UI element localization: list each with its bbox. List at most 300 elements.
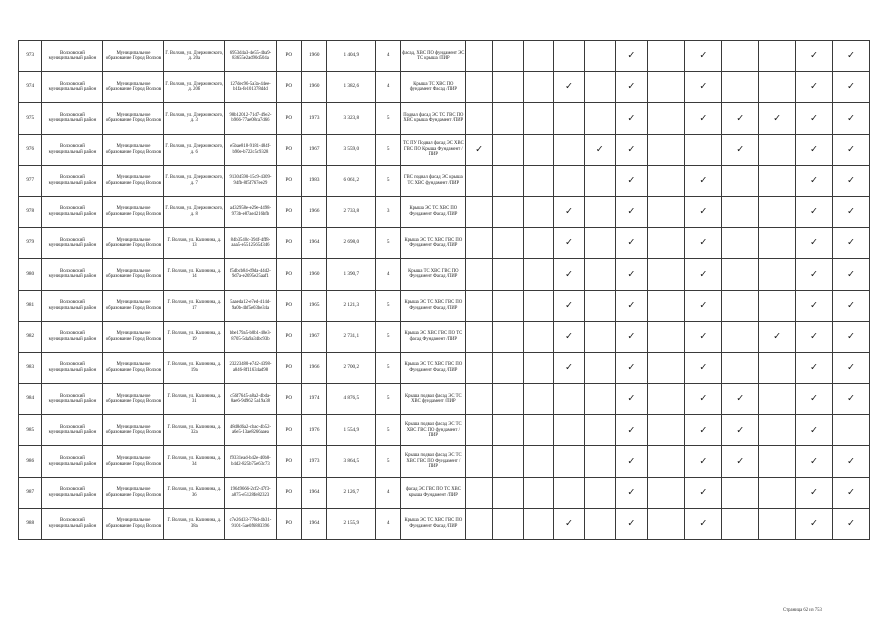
building-id-cell: 48d8d6a2-cbac-4b52-a6e5-13ae8266aaea xyxy=(225,415,276,446)
address-cell: Г. Волхов, ул. Дзержинского, д. 3 xyxy=(164,103,225,134)
work-mark-cell xyxy=(722,290,759,321)
work-mark-cell xyxy=(722,415,759,446)
municipality-cell: Муниципальное образование Город Волхов xyxy=(103,508,164,539)
code-cell: РО xyxy=(276,415,301,446)
table-row xyxy=(19,321,870,352)
checkmark-icon: ✓ xyxy=(627,112,636,124)
work-mark-cell xyxy=(685,228,722,259)
area-cell: 1 382,6 xyxy=(327,72,376,103)
building-id-cell: 127dec96-5a3a-44ee-b1fa-fe101378d4d xyxy=(225,72,276,103)
work-mark-cell xyxy=(759,196,796,227)
work-mark-cell xyxy=(647,196,685,227)
checkmark-icon: ✓ xyxy=(773,112,782,124)
address-cell: Г. Волхов, ул. Калинина, д. 19 xyxy=(164,321,225,352)
work-mark-cell xyxy=(615,103,647,134)
work-mark-cell xyxy=(523,384,554,415)
address-cell: Г. Волхов, ул. Калинина, д. 32а xyxy=(164,415,225,446)
checkmark-icon: ✓ xyxy=(627,268,636,280)
district-cell: Волховский муниципальный район xyxy=(42,384,103,415)
work-mark-cell xyxy=(615,352,647,383)
area-cell: 1 390,7 xyxy=(327,259,376,290)
checkmark-icon: ✓ xyxy=(846,268,855,280)
checkmark-icon: ✓ xyxy=(810,299,818,311)
work-mark-cell xyxy=(466,446,492,477)
work-mark-cell xyxy=(554,103,584,134)
code-cell: РО xyxy=(276,290,301,321)
municipality-cell: Муниципальное образование Город Волхов xyxy=(103,41,164,72)
checkmark-icon: ✓ xyxy=(810,206,818,218)
year-cell: 1964 xyxy=(302,228,327,259)
work-mark-cell xyxy=(832,352,869,383)
building-id-cell: c7e26433-778d-4b31-9101-5ae0f6883396 xyxy=(225,508,276,539)
checkmark-icon: ✓ xyxy=(699,424,708,436)
work-mark-cell xyxy=(584,477,615,508)
work-mark-cell xyxy=(554,384,584,415)
checkmark-icon: ✓ xyxy=(565,206,574,218)
work-mark-cell xyxy=(722,352,759,383)
works-list-cell: Крыша ЭС ТС ХВС ГВС ПО Фундамент Фасад /ПИР xyxy=(401,290,466,321)
work-mark-cell xyxy=(722,41,759,72)
work-mark-cell xyxy=(615,477,647,508)
work-mark-cell xyxy=(722,384,759,415)
address-cell: Г. Волхов, ул. Дзержинского, д. 20а xyxy=(164,41,225,72)
floors-cell: 4 xyxy=(376,72,401,103)
checkmark-icon: ✓ xyxy=(565,362,574,374)
work-mark-cell xyxy=(832,103,869,134)
work-mark-cell xyxy=(466,477,492,508)
floors-cell: 5 xyxy=(376,321,401,352)
address-cell: Г. Волхов, ул. Дзержинского, д. 6 xyxy=(164,134,225,165)
row-number: 977 xyxy=(19,165,42,196)
work-mark-cell xyxy=(722,321,759,352)
checkmark-icon: ✓ xyxy=(699,362,708,374)
area-cell: 3 323,8 xyxy=(327,103,376,134)
table-row xyxy=(19,259,870,290)
work-mark-cell xyxy=(615,134,647,165)
work-mark-cell xyxy=(466,134,492,165)
row-number: 976 xyxy=(19,134,42,165)
checkmark-icon: ✓ xyxy=(846,143,855,155)
checkmark-icon: ✓ xyxy=(627,299,636,311)
work-mark-cell xyxy=(584,259,615,290)
municipality-cell: Муниципальное образование Город Волхов xyxy=(103,446,164,477)
checkmark-icon: ✓ xyxy=(846,393,855,405)
address-cell: Г. Волхов, ул. Калинина, д. 17 xyxy=(164,290,225,321)
municipality-cell: Муниципальное образование Город Волхов xyxy=(103,415,164,446)
district-cell: Волховский муниципальный район xyxy=(42,508,103,539)
code-cell: РО xyxy=(276,103,301,134)
work-mark-cell xyxy=(685,508,722,539)
work-mark-cell xyxy=(523,228,554,259)
work-mark-cell xyxy=(584,165,615,196)
work-mark-cell xyxy=(523,259,554,290)
building-id-cell: 91304590-15c9-4309-94fb-8f5f767ee29 xyxy=(225,165,276,196)
work-mark-cell xyxy=(492,477,523,508)
work-mark-cell xyxy=(554,72,584,103)
checkmark-icon: ✓ xyxy=(699,175,708,187)
work-mark-cell xyxy=(466,196,492,227)
municipality-cell: Муниципальное образование Город Волхов xyxy=(103,165,164,196)
row-number: 979 xyxy=(19,228,42,259)
checkmark-icon: ✓ xyxy=(846,206,855,218)
checkmark-icon: ✓ xyxy=(810,237,818,249)
work-mark-cell xyxy=(685,477,722,508)
checkmark-icon: ✓ xyxy=(565,330,574,342)
row-number: 973 xyxy=(19,41,42,72)
municipality-cell: Муниципальное образование Город Волхов xyxy=(103,134,164,165)
work-mark-cell xyxy=(466,228,492,259)
work-mark-cell xyxy=(759,228,796,259)
building-id-cell: 98b12012-71d7-49e2-b966-77ae08ca7d66 xyxy=(225,103,276,134)
municipality-cell: Муниципальное образование Город Волхов xyxy=(103,290,164,321)
work-mark-cell xyxy=(615,321,647,352)
work-mark-cell xyxy=(796,103,833,134)
code-cell: РО xyxy=(276,196,301,227)
work-mark-cell xyxy=(584,384,615,415)
checkmark-icon: ✓ xyxy=(627,455,636,467)
work-mark-cell xyxy=(523,290,554,321)
works-list-cell: Подвал фасад ЭС ТС ГВС ПО ХВС крыша Фундамент /ПИР xyxy=(401,103,466,134)
works-list-cell: фасад ЭС ГВС ПО ТС ХВС крыша Фундамент /ПИР xyxy=(401,477,466,508)
district-cell: Волховский муниципальный район xyxy=(42,72,103,103)
checkmark-icon: ✓ xyxy=(736,112,745,124)
work-mark-cell xyxy=(492,321,523,352)
work-mark-cell xyxy=(492,228,523,259)
code-cell: РО xyxy=(276,72,301,103)
building-id-cell: c56f7645-a8a2-4bda-8ae6-9d962 5a19a38 xyxy=(225,384,276,415)
checkmark-icon: ✓ xyxy=(565,518,574,530)
municipality-cell: Муниципальное образование Город Волхов xyxy=(103,103,164,134)
work-mark-cell xyxy=(796,259,833,290)
work-mark-cell xyxy=(685,321,722,352)
works-list-cell: Крыша подвал фасад ЭС ТС ХВС ГВС ПО фундамент /ПИР xyxy=(401,415,466,446)
checkmark-icon: ✓ xyxy=(627,486,636,498)
table-row xyxy=(19,446,870,477)
building-id-cell: f9331ead-b42e-40b8-b4d2-825b75e63c73 xyxy=(225,446,276,477)
work-mark-cell xyxy=(492,415,523,446)
checkmark-icon: ✓ xyxy=(736,424,745,436)
floors-cell: 4 xyxy=(376,41,401,72)
work-mark-cell xyxy=(492,134,523,165)
checkmark-icon: ✓ xyxy=(699,455,708,467)
checkmark-icon: ✓ xyxy=(699,237,708,249)
checkmark-icon: ✓ xyxy=(773,330,782,342)
checkmark-icon: ✓ xyxy=(627,424,636,436)
checkmark-icon: ✓ xyxy=(699,299,708,311)
work-mark-cell xyxy=(466,259,492,290)
work-mark-cell xyxy=(722,103,759,134)
floors-cell: 5 xyxy=(376,446,401,477)
work-mark-cell xyxy=(832,508,869,539)
district-cell: Волховский муниципальный район xyxy=(42,259,103,290)
work-mark-cell xyxy=(759,259,796,290)
work-mark-cell xyxy=(832,384,869,415)
work-mark-cell xyxy=(523,508,554,539)
row-number: 984 xyxy=(19,384,42,415)
floors-cell: 5 xyxy=(376,415,401,446)
checkmark-icon: ✓ xyxy=(810,455,818,467)
work-mark-cell xyxy=(796,446,833,477)
work-mark-cell xyxy=(492,508,523,539)
work-mark-cell xyxy=(466,165,492,196)
work-mark-cell xyxy=(759,415,796,446)
checkmark-icon: ✓ xyxy=(627,362,636,374)
table-row xyxy=(19,384,870,415)
work-mark-cell xyxy=(722,477,759,508)
year-cell: 1967 xyxy=(302,321,327,352)
municipality-cell: Муниципальное образование Город Волхов xyxy=(103,384,164,415)
table-row xyxy=(19,103,870,134)
area-cell: 2 698,0 xyxy=(327,228,376,259)
work-mark-cell xyxy=(722,72,759,103)
work-mark-cell xyxy=(722,196,759,227)
checkmark-icon: ✓ xyxy=(627,143,636,155)
table-row xyxy=(19,165,870,196)
address-cell: Г. Волхов, ул. Калинина, д. 34 xyxy=(164,446,225,477)
area-cell: 6 061,2 xyxy=(327,165,376,196)
row-number: 985 xyxy=(19,415,42,446)
works-list-cell: Крыша ЭС ТС ХВС ПО Фундамент Фасад /ПИР xyxy=(401,196,466,227)
work-mark-cell xyxy=(554,508,584,539)
district-cell: Волховский муниципальный район xyxy=(42,41,103,72)
table-row xyxy=(19,134,870,165)
work-mark-cell xyxy=(584,134,615,165)
work-mark-cell xyxy=(647,508,685,539)
year-cell: 1960 xyxy=(302,41,327,72)
work-mark-cell xyxy=(832,165,869,196)
work-mark-cell xyxy=(615,72,647,103)
work-mark-cell xyxy=(647,415,685,446)
year-cell: 1964 xyxy=(302,508,327,539)
work-mark-cell xyxy=(685,290,722,321)
code-cell: РО xyxy=(276,228,301,259)
table-body xyxy=(19,41,870,540)
work-mark-cell xyxy=(722,228,759,259)
floors-cell: 4 xyxy=(376,259,401,290)
work-mark-cell xyxy=(647,259,685,290)
year-cell: 1965 xyxy=(302,290,327,321)
work-mark-cell xyxy=(492,446,523,477)
floors-cell: 5 xyxy=(376,384,401,415)
work-mark-cell xyxy=(685,259,722,290)
checkmark-icon: ✓ xyxy=(846,486,855,498)
work-mark-cell xyxy=(832,259,869,290)
address-cell: Г. Волхов, ул. Калинина, д. 13 xyxy=(164,228,225,259)
checkmark-icon: ✓ xyxy=(846,237,855,249)
checkmark-icon: ✓ xyxy=(736,143,745,155)
work-mark-cell xyxy=(832,290,869,321)
district-cell: Волховский муниципальный район xyxy=(42,352,103,383)
checkmark-icon: ✓ xyxy=(736,393,745,405)
work-mark-cell xyxy=(466,352,492,383)
checkmark-icon: ✓ xyxy=(627,518,636,530)
work-mark-cell xyxy=(759,165,796,196)
floors-cell: 5 xyxy=(376,165,401,196)
code-cell: РО xyxy=(276,41,301,72)
area-cell: 2 121,3 xyxy=(327,290,376,321)
checkmark-icon: ✓ xyxy=(810,424,818,436)
work-mark-cell xyxy=(832,415,869,446)
work-mark-cell xyxy=(492,41,523,72)
checkmark-icon: ✓ xyxy=(699,50,708,62)
checkmark-icon: ✓ xyxy=(699,486,708,498)
checkmark-icon: ✓ xyxy=(810,143,818,155)
table-row xyxy=(19,41,870,72)
checkmark-icon: ✓ xyxy=(810,50,818,62)
checkmark-icon: ✓ xyxy=(699,268,708,280)
floors-cell: 4 xyxy=(376,477,401,508)
work-mark-cell xyxy=(466,72,492,103)
work-mark-cell xyxy=(647,352,685,383)
work-mark-cell xyxy=(615,415,647,446)
code-cell: РО xyxy=(276,446,301,477)
building-id-cell: 84b3540c-394f-4ff8-aaa5-e55125654346 xyxy=(225,228,276,259)
work-mark-cell xyxy=(554,446,584,477)
district-cell: Волховский муниципальный район xyxy=(42,228,103,259)
checkmark-icon: ✓ xyxy=(699,81,708,93)
work-mark-cell xyxy=(796,384,833,415)
work-mark-cell xyxy=(523,134,554,165)
work-mark-cell xyxy=(685,352,722,383)
row-number: 978 xyxy=(19,196,42,227)
work-mark-cell xyxy=(554,134,584,165)
work-mark-cell xyxy=(796,196,833,227)
work-mark-cell xyxy=(615,290,647,321)
address-cell: Г. Волхов, ул. Калинина, д. 14 xyxy=(164,259,225,290)
work-mark-cell xyxy=(647,446,685,477)
work-mark-cell xyxy=(492,196,523,227)
checkmark-icon: ✓ xyxy=(810,518,818,530)
district-cell: Волховский муниципальный район xyxy=(42,415,103,446)
row-number: 986 xyxy=(19,446,42,477)
work-mark-cell xyxy=(523,196,554,227)
year-cell: 1966 xyxy=(302,196,327,227)
checkmark-icon: ✓ xyxy=(627,206,636,218)
work-mark-cell xyxy=(722,134,759,165)
work-mark-cell xyxy=(759,446,796,477)
work-mark-cell xyxy=(492,290,523,321)
floors-cell: 5 xyxy=(376,352,401,383)
municipality-cell: Муниципальное образование Город Волхов xyxy=(103,196,164,227)
checkmark-icon: ✓ xyxy=(846,362,855,374)
municipality-cell: Муниципальное образование Город Волхов xyxy=(103,228,164,259)
municipality-cell: Муниципальное образование Город Волхов xyxy=(103,72,164,103)
work-mark-cell xyxy=(615,228,647,259)
checkmark-icon: ✓ xyxy=(565,299,574,311)
work-mark-cell xyxy=(685,446,722,477)
checkmark-icon: ✓ xyxy=(565,268,574,280)
table-row xyxy=(19,508,870,539)
work-mark-cell xyxy=(554,290,584,321)
table-row xyxy=(19,352,870,383)
work-mark-cell xyxy=(832,196,869,227)
works-list-cell: Крыша ЭС ТС ХВС ГВС ПО Фундамент Фасад /ПИР xyxy=(401,352,466,383)
checkmark-icon: ✓ xyxy=(627,393,636,405)
checkmark-icon: ✓ xyxy=(810,81,818,93)
year-cell: 1960 xyxy=(302,72,327,103)
work-mark-cell xyxy=(584,321,615,352)
checkmark-icon: ✓ xyxy=(627,175,636,187)
work-mark-cell xyxy=(796,228,833,259)
building-id-cell: 6953d4a3-4e55-4ba9-83655e2ad90d504a xyxy=(225,41,276,72)
work-mark-cell xyxy=(615,196,647,227)
work-mark-cell xyxy=(796,41,833,72)
works-list-cell: Крыша ЭС ТС ХВС ГВС ПО Фундамент Фасад /ПИР xyxy=(401,228,466,259)
code-cell: РО xyxy=(276,477,301,508)
work-mark-cell xyxy=(796,477,833,508)
work-mark-cell xyxy=(685,384,722,415)
work-mark-cell xyxy=(584,290,615,321)
work-mark-cell xyxy=(759,103,796,134)
work-mark-cell xyxy=(492,352,523,383)
code-cell: РО xyxy=(276,259,301,290)
checkmark-icon: ✓ xyxy=(810,112,818,124)
checkmark-icon: ✓ xyxy=(627,330,636,342)
work-mark-cell xyxy=(584,41,615,72)
building-id-cell: 5aaeda12-e7ed-414d-9a0b-4bf5e03be34a xyxy=(225,290,276,321)
work-mark-cell xyxy=(492,103,523,134)
municipality-cell: Муниципальное образование Город Волхов xyxy=(103,321,164,352)
floors-cell: 5 xyxy=(376,134,401,165)
address-cell: Г. Волхов, ул. Калинина, д. 19а xyxy=(164,352,225,383)
table-row xyxy=(19,290,870,321)
municipality-cell: Муниципальное образование Город Волхов xyxy=(103,352,164,383)
works-list-cell: фасад, ХВС ПО фундамент ЭС ТС крыша /ПИР xyxy=(401,41,466,72)
checkmark-icon: ✓ xyxy=(846,81,855,93)
work-mark-cell xyxy=(492,165,523,196)
checkmark-icon: ✓ xyxy=(699,330,708,342)
row-number: 975 xyxy=(19,103,42,134)
area-cell: 1 404,9 xyxy=(327,41,376,72)
work-mark-cell xyxy=(832,41,869,72)
work-mark-cell xyxy=(685,41,722,72)
floors-cell: 4 xyxy=(376,508,401,539)
building-id-cell: bbe179a5-b0b1-40e3-8705-5da9a34bc93b xyxy=(225,321,276,352)
year-cell: 1960 xyxy=(302,259,327,290)
work-mark-cell xyxy=(554,259,584,290)
work-mark-cell xyxy=(796,415,833,446)
checkmark-icon: ✓ xyxy=(699,393,708,405)
works-list-cell: ТС ПУ Подвал фасад ЭС ХВС ГВС ПО Крыша Фундамент /ПИР xyxy=(401,134,466,165)
address-cell: Г. Волхов, ул. Калинина, д. 31 xyxy=(164,384,225,415)
work-mark-cell xyxy=(685,72,722,103)
area-cell: 3 559,0 xyxy=(327,134,376,165)
work-mark-cell xyxy=(466,384,492,415)
work-mark-cell xyxy=(584,228,615,259)
year-cell: 1973 xyxy=(302,446,327,477)
works-list-cell: Крыша ЭС ТС ХВС ГВС ПО Фундамент Фасад /ПИР xyxy=(401,508,466,539)
work-mark-cell xyxy=(759,134,796,165)
work-mark-cell xyxy=(492,259,523,290)
work-mark-cell xyxy=(647,384,685,415)
work-mark-cell xyxy=(554,352,584,383)
checkmark-icon: ✓ xyxy=(810,486,818,498)
work-mark-cell xyxy=(685,415,722,446)
work-mark-cell xyxy=(722,446,759,477)
work-mark-cell xyxy=(722,165,759,196)
row-number: 981 xyxy=(19,290,42,321)
district-cell: Волховский муниципальный район xyxy=(42,477,103,508)
checkmark-icon: ✓ xyxy=(810,330,818,342)
table-row xyxy=(19,415,870,446)
work-mark-cell xyxy=(466,415,492,446)
work-mark-cell xyxy=(523,72,554,103)
work-mark-cell xyxy=(759,384,796,415)
row-number: 974 xyxy=(19,72,42,103)
district-cell: Волховский муниципальный район xyxy=(42,103,103,134)
year-cell: 1967 xyxy=(302,134,327,165)
table-row xyxy=(19,228,870,259)
